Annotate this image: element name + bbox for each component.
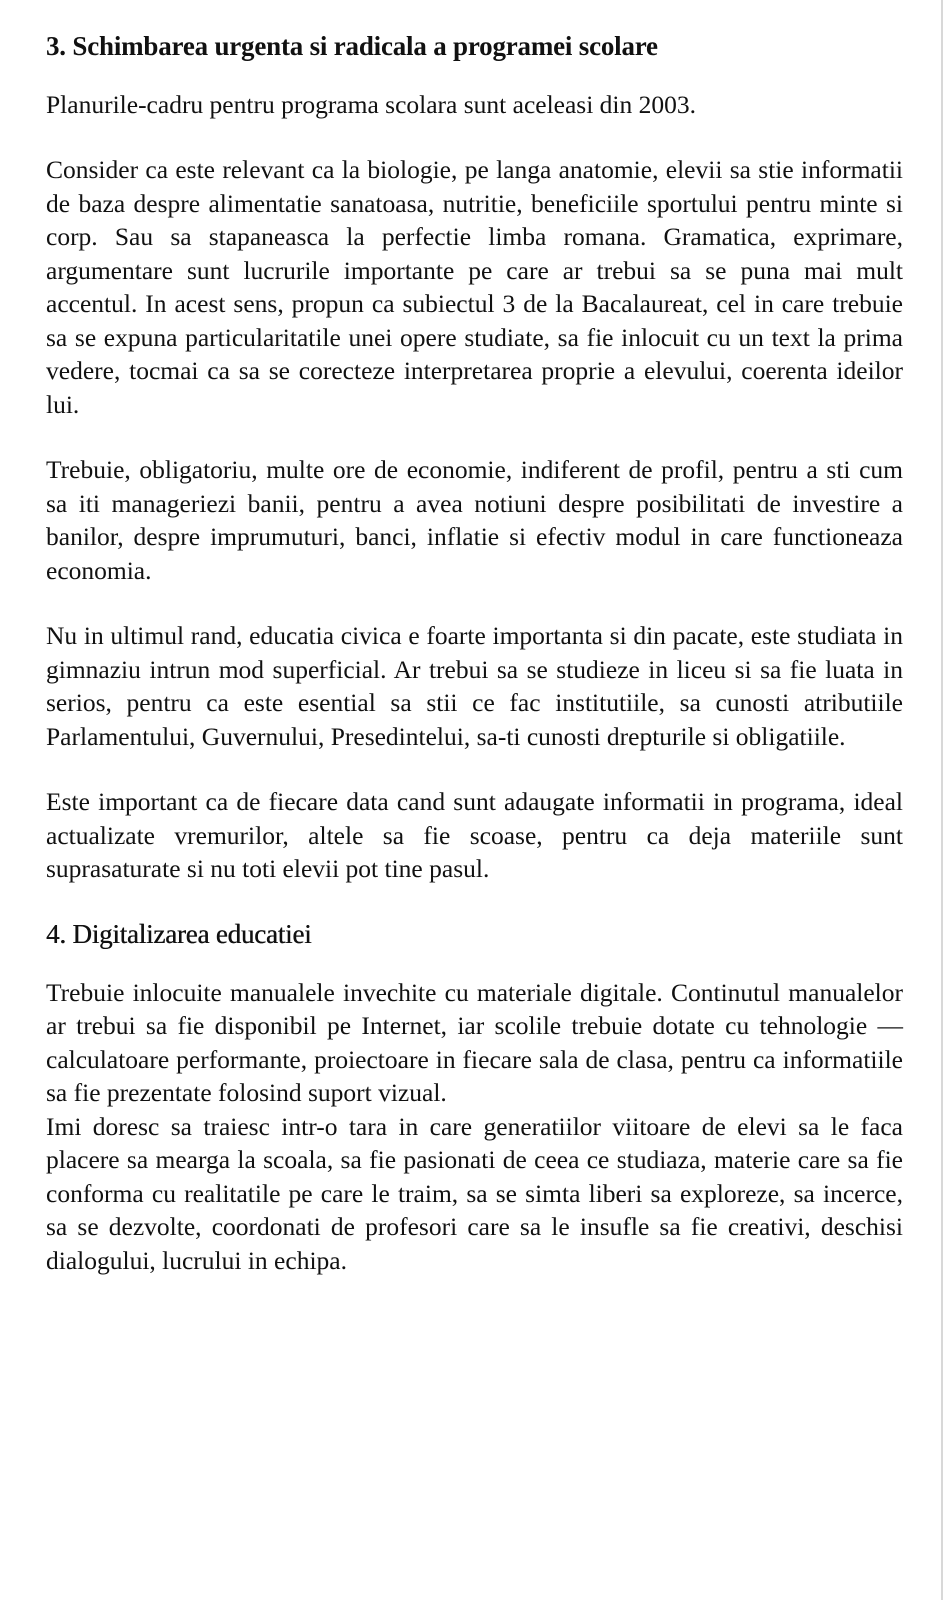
section-3 bbox=[46, 30, 903, 886]
section-3-paragraph-5: Este important ca de fiecare data cand sunt adaugate informatii in programa, ideal actualizate vremurilor, altele sa fie scoase, pentru ca deja materiile sunt suprasaturate si nu toti elevii pot tine pasul. bbox=[46, 787, 903, 884]
section-4 bbox=[46, 918, 903, 1277]
section-3-paragraph-2: Consider ca este relevant ca la biologie, pe langa anatomie, elevii sa stie informatii de baza despre alimentatie sanatoasa, nutritie, beneficiile sportului pentru minte si corp. Sau sa stapaneasca la perfectie limba romana. Gramatica, exprimare, argumentare sunt lucrurile importante pe care ar trebui sa se puna mai mult accentul. In acest sens, propun ca subiectul 3 de la Bacalaureat, cel in care trebuie sa se expuna particularitatile unei opere studiate, sa fie inlocuit cu un text la prima vedere, tocmai ca sa se corecteze interpretarea proprie a elevului, coerenta ideilor lui. bbox=[46, 155, 903, 419]
section-3-paragraph-3: Trebuie, obligatoriu, multe ore de economie, indiferent de profil, pentru a sti cum sa iti manageriezi banii, pentru a avea notiuni despre posibilitati de investire a banilor, despre imprumuturi, banci, inflatie si efectiv modul in care functioneaza economia. bbox=[46, 455, 903, 585]
section-4-paragraph-2: Imi doresc sa traiesc intr-o tara in care generatiilor viitoare de elevi sa le faca placere sa mearga la scoala, sa fie pasionati de ceea ce studiaza, materie care sa fie conforma cu realitatile pe care le traim, sa se simta liberi sa exploreze, sa incerce, sa se dezvolte, coordonati de profesori care sa le insufle sa fie creativi, deschisi dialogului, lucrului in echipa. bbox=[46, 1111, 903, 1275]
section-3-paragraph-4: Nu in ultimul rand, educatia civica e foarte importanta si din pacate, este studiata in gimnaziu intrun mod superficial. Ar trebui sa se studieze in liceu si sa fie luata in serios, pentru ca este esential sa stii ce fac institutiile, sa cunosti atributiile Parlamentului, Guvernului, Presedintelui, sa-ti cunosti drepturile si obligatiile. bbox=[46, 621, 903, 751]
section-3-heading: 3. Schimbarea urgenta si radicala a programei scolare bbox=[46, 31, 658, 61]
section-4-heading: 4. Digitalizarea educatiei bbox=[46, 918, 312, 949]
section-4-paragraph-1: Trebuie inlocuite manualele invechite cu materiale digitale. Continutul manualelor ar trebui sa fie disponibil pe Internet, iar scolile trebuie dotate cu tehnologie — calculatoare performante, proiectoare in fiecare sala de clasa, pentru ca informatiile sa fie prezentate folosind suport vizual. bbox=[46, 977, 903, 1107]
section-3-paragraph-1: Planurile-cadru pentru programa scolara sunt aceleasi din 2003. bbox=[46, 89, 697, 119]
